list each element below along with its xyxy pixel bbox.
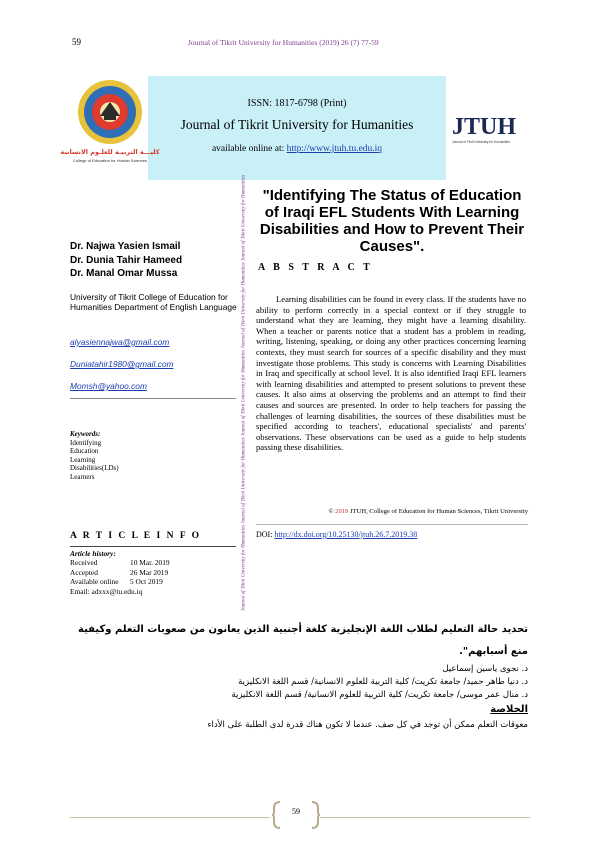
arabic-authors	[70, 663, 528, 702]
history-row	[70, 558, 240, 567]
history-row	[70, 568, 240, 577]
author-name: Dr. Dunia Tahir Hameed	[70, 254, 183, 266]
jtuh-logo-subtext: Journal of Tikrit University for Humanities	[452, 140, 510, 144]
available-label: available online at:	[211, 144, 285, 154]
keywords-divider	[70, 398, 236, 399]
keywords-label: Keywords:	[70, 430, 101, 438]
author-affiliation: University of Tikrit College of Education for Humanities Department of English Language	[70, 292, 237, 313]
history-row-value: 5 Oct 2019	[130, 577, 163, 587]
keyword-item: Education	[70, 447, 99, 456]
article-info-heading: A R T I C L E I N F O	[70, 531, 202, 541]
history-row-label: Received	[70, 558, 98, 568]
history-email: Email: adxxx@tu.edu.iq	[70, 586, 143, 596]
arabic-summary-heading: الخلاصة	[490, 704, 528, 715]
arabic-title: تحديد حالة التعليم لطلاب اللغة الإنجليزية كلغة أجنبية الذين يعانون من صعوبات التعلم وكيفية منع أسبابهم".	[78, 624, 528, 657]
history-row-value: 26 Mar 2019	[130, 567, 169, 577]
college-logo-caption-en: College of Education for Human Sciences	[72, 158, 148, 163]
arabic-author-line: د. نجوى ياسين إسماعيل	[442, 664, 528, 674]
footer-rule-right	[320, 817, 530, 818]
header-journal-reference: Journal of Tikrit University for Humanities (2019) 26 (7) 77-59	[188, 38, 379, 47]
email-link[interactable]: Duniatahir1980@gmail.com	[70, 359, 174, 369]
history-row-value: 10 Mar. 2019	[130, 558, 170, 568]
arabic-section	[70, 619, 528, 732]
keyword-item: Learners	[70, 472, 95, 481]
author-emails	[70, 337, 240, 403]
college-logo	[60, 78, 160, 164]
issn: ISSN: 1817-6798 (Print)	[247, 98, 347, 109]
history-row	[70, 577, 240, 586]
abstract-text: Learning disabilities can be found in every class. If the students have no ability to perform correctly in a special context or if they struggle to understand what they are learning, they might have a learning disability. When a teacher or parents notice that a student has a problem in reading, writing, listening, speaking, or doing any other practices concerning learning contexts, they must search for sources of a specific disability and they must investigate those problems. This study is concerns with Learning Disabilities in Iraq and specifically at school level. It is also identified Iraqi EFL learners with learning disabilities and attempted to present solutions to prevent these causes. It also aims at observing the problems and an attempt to find their causes and sources are presented. In order to help teachers for passing the challenges of learning disabilities, the sources of these disabilities must be specified according to teachers', educational specialists' and parents' observations. These observations can be used as a guide to help students passing these disabilities.	[256, 294, 526, 453]
footer-page-number: 59	[292, 807, 300, 816]
email-link[interactable]: alyasiennajwa@gmail.com	[70, 337, 170, 347]
article-info-divider	[70, 546, 236, 547]
keyword-item: Learning	[70, 455, 96, 464]
keyword-item: Identifying	[70, 438, 102, 447]
author-name: Dr. Manal Omar Mussa	[70, 268, 178, 279]
copyright-line	[256, 508, 528, 515]
email-link[interactable]: Momsh@yahoo.com	[70, 381, 147, 391]
available-online	[148, 144, 446, 154]
jtuh-logo	[450, 110, 530, 150]
header-page-number: 59	[72, 37, 81, 47]
author-name: Dr. Najwa Yasien Ismail	[70, 241, 181, 252]
history-row-label: Available online	[70, 577, 119, 587]
doi-line	[256, 530, 528, 539]
author-list	[70, 240, 182, 281]
arabic-author-line: د. منال عمر موسى/ جامعة تكريت/ كلية التربية للعلوم الانسانية/ قسم اللغة الانكليزية	[231, 690, 528, 700]
journal-title: Journal of Tikrit University for Humanities	[180, 117, 414, 132]
history-label: Article history:	[70, 549, 116, 558]
article-history	[70, 549, 240, 596]
doi-label: DOI:	[256, 530, 273, 539]
vertical-strip-text: Journal of Tikrit University for Humanities Journal of Tikrit University for Humanities Journal of Tikrit University for Humanities Journal of Tikrit University for Humanities Journal of Tikrit University for Humanities	[241, 174, 247, 612]
journal-url-link[interactable]: http://www.jtuh.tu.edu.iq	[286, 144, 383, 154]
abstract-heading: A B S T R A C T	[258, 262, 373, 273]
keyword-item: Disabilities(LDs)	[70, 464, 119, 473]
footer-rule-left	[70, 817, 270, 818]
keywords-block	[70, 430, 119, 482]
doi-link[interactable]: http://dx.doi.org/10.25130/jtuh.26.7.2019.38	[274, 530, 418, 539]
copyright-symbol: ©	[328, 508, 334, 515]
jtuh-logo-text: JTUH	[452, 114, 517, 140]
copyright-text: JTUH, College of Education for Human Sciences, Tikrit University	[349, 508, 528, 515]
arabic-summary-text: معوقات التعلم ممكن أن توجد في كل صف. عندما لا تكون هناك قدرة لدى الطلبة على الأداء	[207, 720, 528, 730]
article-title: "Identifying The Status of Education of Iraqi EFL Students With Learning Disabilities and How to Prevent Their Causes".	[259, 187, 525, 255]
college-logo-caption-ar: كليـــة التربيـة للعلـوم الانسانية	[60, 148, 160, 156]
abstract-divider	[256, 524, 528, 525]
copyright-year: 2019	[335, 508, 349, 515]
history-row-label: Accepted	[70, 567, 98, 577]
arabic-author-line: د. دنيا طاهر حميد/ جامعة تكريت/ كلية التربية للعلوم الانسانية/ قسم اللغة الانكليزية	[238, 677, 528, 687]
